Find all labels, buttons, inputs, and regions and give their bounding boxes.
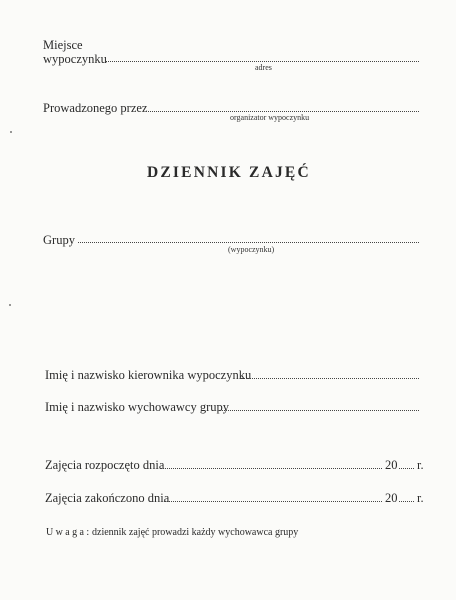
scan-speck bbox=[9, 304, 11, 306]
group-label: Grupy bbox=[43, 233, 75, 247]
end-year-prefix: 20 bbox=[385, 491, 398, 505]
start-year-prefix: 20 bbox=[385, 458, 398, 472]
organizer-label: Prowadzonego przez bbox=[43, 101, 148, 115]
tutor-label: Imię i nazwisko wychowawcy grupy bbox=[45, 400, 229, 414]
end-label: Zajęcia zakończono dnia bbox=[45, 491, 170, 505]
place-field[interactable] bbox=[105, 61, 419, 62]
manager-label: Imię i nazwisko kierownika wypoczynku bbox=[45, 368, 252, 382]
scan-speck bbox=[10, 131, 12, 133]
organizer-field[interactable] bbox=[146, 111, 419, 112]
start-label: Zajęcia rozpoczęto dnia bbox=[45, 458, 165, 472]
note-text: dziennik zajęć prowadzi każdy wychowawca grupy bbox=[92, 527, 299, 538]
end-date-field[interactable] bbox=[164, 501, 382, 502]
organizer-caption: organizator wypoczynku bbox=[230, 113, 310, 122]
start-year-suffix: r. bbox=[417, 458, 424, 472]
place-caption: adres bbox=[255, 63, 272, 72]
group-caption: (wypoczynku) bbox=[228, 245, 275, 254]
page-title: DZIENNIK ZAJĘĆ bbox=[147, 164, 311, 181]
group-field[interactable] bbox=[78, 242, 419, 243]
manager-field[interactable] bbox=[241, 378, 419, 379]
note-label: Uwaga: bbox=[46, 527, 92, 538]
end-year-suffix: r. bbox=[417, 491, 424, 505]
start-date-field[interactable] bbox=[160, 468, 382, 469]
tutor-field[interactable] bbox=[219, 410, 419, 411]
place-label-line2: wypoczynku bbox=[43, 52, 107, 66]
place-label-line1: Miejsce bbox=[43, 38, 83, 52]
end-year-field[interactable] bbox=[399, 501, 414, 502]
start-year-field[interactable] bbox=[399, 468, 414, 469]
